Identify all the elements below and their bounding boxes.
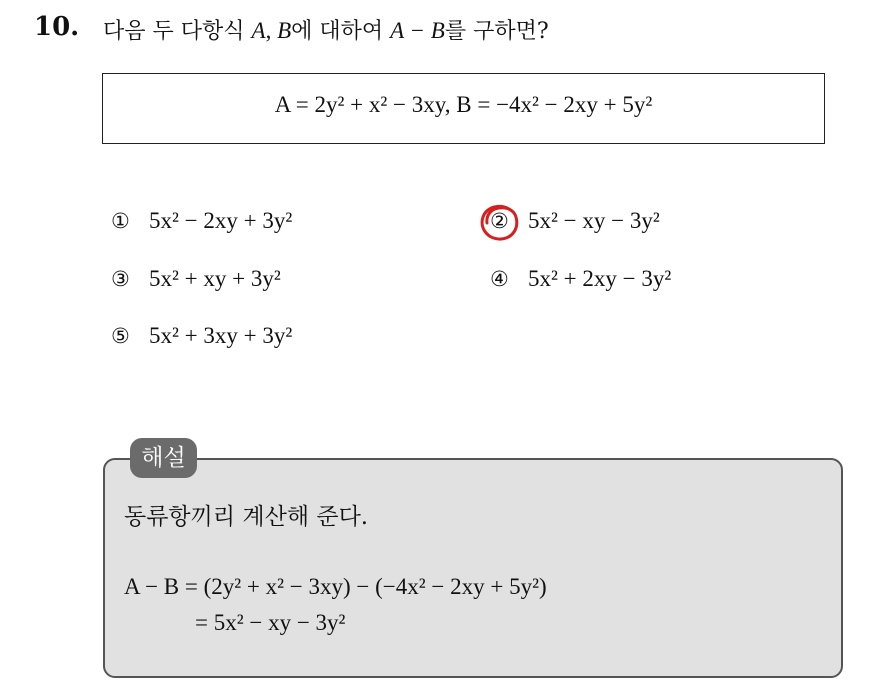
solution-line-2: = 5x² − xy − 3y² xyxy=(195,610,346,635)
choice-1-expression: 5x² − 2xy + 3y² xyxy=(149,208,293,233)
solution-line-1: A − B = (2y² + x² − 3xy) − (−4x² − 2xy + 5y²) xyxy=(124,574,547,599)
explanation-text: 동류항끼리 계산해 준다. xyxy=(124,504,369,530)
question-text-after: 를 구하면? xyxy=(444,19,549,44)
question-text-mid: 에 대하여 xyxy=(291,19,391,44)
question-number: 10. xyxy=(34,12,80,42)
choice-2-number: ② xyxy=(490,209,509,233)
var-a: A, B xyxy=(251,18,292,43)
choice-3-expression: 5x² + xy + 3y² xyxy=(149,266,281,291)
a-minus-b: A − B xyxy=(390,18,445,43)
question-text xyxy=(103,14,549,45)
choice-4-number: ④ xyxy=(490,267,509,291)
choice-2-expression: 5x² − xy − 3y² xyxy=(528,208,660,233)
choice-5-expression: 5x² + 3xy + 3y² xyxy=(149,323,293,348)
answer-mark-circle-icon xyxy=(479,203,521,243)
choice-4[interactable] xyxy=(490,266,671,292)
choice-3-number: ③ xyxy=(111,267,130,291)
choice-1-number: ① xyxy=(111,209,130,233)
given-expression-box xyxy=(102,73,825,144)
choice-1[interactable] xyxy=(111,208,292,234)
choice-3[interactable] xyxy=(111,266,281,292)
explanation-tag: 해설 xyxy=(130,438,197,478)
choice-4-expression: 5x² + 2xy − 3y² xyxy=(528,266,672,291)
choice-5-number: ⑤ xyxy=(111,324,130,348)
choice-5[interactable] xyxy=(111,323,292,349)
question-text-before: 다음 두 다항식 xyxy=(103,19,252,44)
explanation-panel xyxy=(103,458,843,678)
given-expression: A = 2y² + x² − 3xy, B = −4x² − 2xy + 5y² xyxy=(274,92,653,117)
